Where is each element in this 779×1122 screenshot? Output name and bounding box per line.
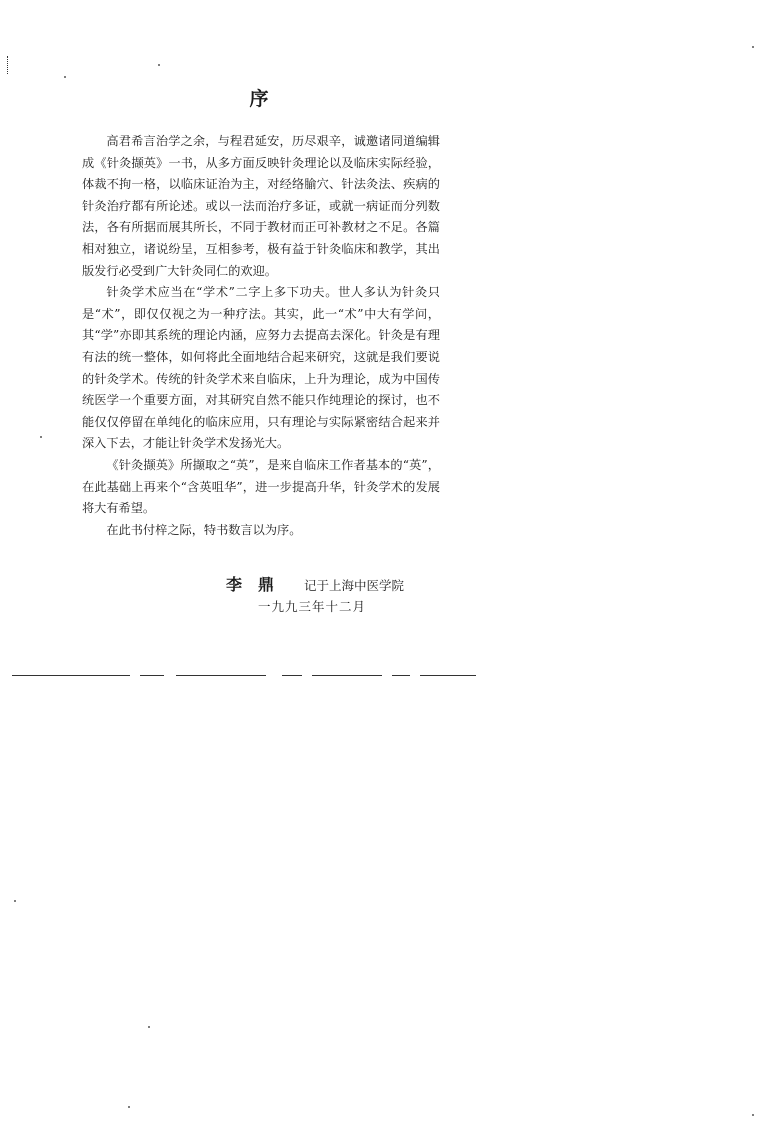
divider-segment — [176, 675, 266, 676]
divider-segment — [140, 675, 164, 676]
divider-segment — [392, 675, 410, 676]
scan-speck — [14, 900, 16, 902]
binding-edge-mark — [7, 56, 11, 74]
divider-segment — [420, 675, 476, 676]
paragraph-4: 在此书付梓之际，特书数言以为序。 — [106, 522, 302, 537]
divider-segment — [312, 675, 382, 676]
paragraph-1: 高君希言治学之余，与程君延安，历尽艰辛，诚邀诸同道编辑成《针灸撷英》一书，从多方面反映针灸理论以及临床实际经验，体裁不拘一格，以临床证治为主，对经络腧穴、针法灸法、疾病的针灸治疗都有所论述。或以一法而治疗多证，或就一病证而分列数法，各有所据而展其所长，不同于教材而正可补教材之不足。各篇相对独立，诸说纷呈，互相参考，极有益于针灸临床和教学，其出版发行必受到广大针灸同仁的欢迎。 — [82, 134, 440, 278]
signature-date: 一九九三年十二月 — [258, 599, 367, 614]
paragraph-2: 针灸学术应当在“学术”二字上多下功夫。世人多认为针灸只是“术”，即仅仅视之为一种疗法。其实，此一“术”中大有学问，其“学”亦即其系统的理论内涵，应努力去提高去深化。针灸是有理有法的统一整体，如何将此全面地结合起来研究，这就是我们要说的针灸学术。传统的针灸学术来自临床，上升为理论，成为中国传统医学一个重要方面，对其研究自然不能只作纯理论的探讨，也不能仅仅停留在单纯化的临床应用，只有理论与实际紧密结合起来并深入下去，才能让针灸学术发扬光大。 — [82, 285, 440, 451]
scan-speck — [128, 1106, 130, 1108]
scan-speck — [148, 1026, 150, 1028]
signature-line — [226, 572, 404, 595]
scan-speck — [752, 1114, 754, 1116]
scan-speck — [64, 76, 66, 78]
divider-segment — [12, 675, 130, 676]
paragraph-3: 《针灸撷英》所撷取之“英”，是来自临床工作者基本的“英”，在此基础上再来个“含英咀华”，进一步提高升华，针灸学术的发展将大有希望。 — [82, 457, 440, 516]
author-name: 李鼎 — [226, 575, 291, 594]
page-title: 序 — [249, 88, 271, 110]
scan-speck — [752, 46, 754, 48]
signature-note: 记于上海中医学院 — [304, 578, 405, 593]
divider-segment — [282, 675, 302, 676]
preface-body — [82, 131, 440, 541]
scan-speck — [158, 64, 160, 66]
scan-speck — [40, 436, 42, 438]
